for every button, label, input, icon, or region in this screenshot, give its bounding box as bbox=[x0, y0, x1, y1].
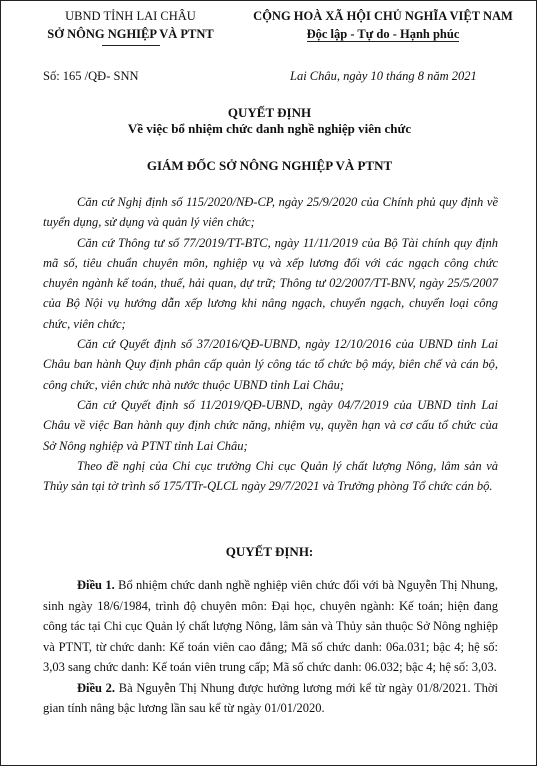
basis-paragraph: Căn cứ Quyết định số 37/2016/QĐ-UBND, ngày 12/10/2016 của UBND tỉnh Lai Châu ban hành Quy định phân cấp quản lý công tác tổ chức bộ máy, biên chế và cán bộ, công chức, viên chức nhà nước thuộc UBND tỉnh Lai Châu; bbox=[43, 337, 498, 392]
article-text: Bà Nguyễn Thị Nhung được hưởng lương mới kể từ ngày 01/8/2021. Thời gian tính nâng bậc lương lần sau kể từ ngày 01/01/2020. bbox=[43, 680, 498, 715]
basis-paragraph: Theo đề nghị của Chi cục trưởng Chi cục Quản lý chất lượng Nông, lâm sản và Thủy sản tại tờ trình số 175/TTr-QLCL ngày 29/7/2021 và Trưởng phòng Tổ chức cán bộ. bbox=[43, 458, 498, 494]
decision-heading: QUYẾT ĐỊNH: bbox=[225, 544, 314, 559]
article-label: Điều 2. bbox=[77, 680, 116, 695]
parent-agency-name: UBND TỈNH LAI CHÂU bbox=[65, 9, 196, 23]
basis-paragraph: Căn cứ Thông tư số 77/2019/TT-BTC, ngày 11/11/2019 của Bộ Tài chính quy định mã số, tiêu chuẩn chuyên môn, nghiệp vụ và xếp lương đối với các ngạch công chức chuyên ngành kế toán, thuế, hải quan, dự trữ; Thông tư 02/2007/TT-BNV, ngày 25/5/2007 của Bộ Nội vụ hướng dẫn xếp lương khi nâng ngạch, chuyển ngạch, chuyển loại công chức, viên chức; bbox=[43, 235, 498, 331]
country-name: CỘNG HOÀ XÃ HỘI CHỦ NGHĨA VIỆT NAM bbox=[253, 9, 513, 23]
document-number: Số: 165 /QĐ- SNN bbox=[43, 69, 139, 83]
agency-underline bbox=[102, 45, 160, 46]
agency-name: SỞ NÔNG NGHIỆP VÀ PTNT bbox=[47, 27, 214, 41]
document-title: QUYẾT ĐỊNH bbox=[227, 105, 312, 120]
issue-date: Lai Châu, ngày 10 tháng 8 năm 2021 bbox=[290, 69, 477, 83]
basis-paragraph: Căn cứ Nghị định số 115/2020/NĐ-CP, ngày 25/9/2020 của Chính phủ quy định về tuyển dụng, sử dụng và quản lý viên chức; bbox=[43, 195, 498, 230]
basis-paragraph: Căn cứ Quyết định số 11/2019/QĐ-UBND, ngày 04/7/2019 của UBND tỉnh Lai Châu về việc Ban hành quy định chức năng, nhiệm vụ, quyền hạn và cơ cấu tổ chức của Sở Nông nghiệp và PTNT tỉnh Lai Châu; bbox=[43, 397, 498, 453]
national-motto: Độc lập - Tự do - Hạnh phúc bbox=[306, 27, 460, 41]
article-text: Bổ nhiệm chức danh nghề nghiệp viên chức đối với bà Nguyễn Thị Nhung, sinh ngày 18/6/1984, trình độ chuyên môn: Đại học, chuyên ngành: Kế toán; hiện đang công tác tại Chi cục Quản lý chất lượng Nông, lâm sản và Thủy sản thuộc Sở Nông nghiệp và PTNT, từ chức danh: Kế toán viên cao đẳng; Mã số chức danh: 06a.031; bậc 4; hệ số: 3,03 sang chức danh: Kế toán viên trung cấp; Mã số chức danh: 06.032; bậc 4; hệ số: 3,03. bbox=[43, 578, 499, 674]
article-paragraph bbox=[43, 575, 498, 678]
legal-basis bbox=[43, 192, 498, 496]
article-label: Điều 1. bbox=[77, 578, 115, 592]
document-subtitle: Về việc bổ nhiệm chức danh nghề nghiệp viên chức bbox=[127, 121, 412, 136]
issuer-title: GIÁM ĐỐC SỞ NÔNG NGHIỆP VÀ PTNT bbox=[146, 158, 393, 173]
national-header bbox=[233, 7, 533, 43]
article-paragraph bbox=[43, 678, 498, 719]
agency-header bbox=[23, 7, 238, 46]
articles bbox=[43, 575, 498, 719]
